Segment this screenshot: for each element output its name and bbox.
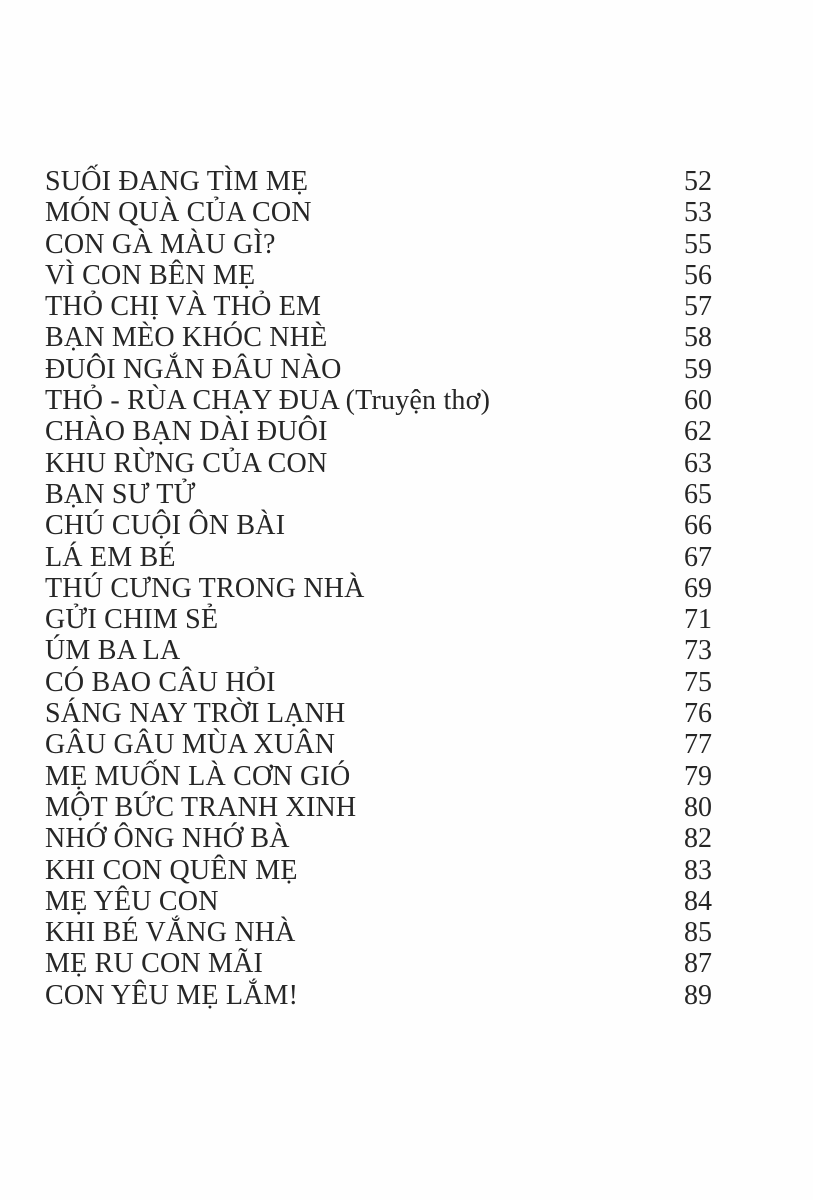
toc-entry-title: MÓN QUÀ CỦA CON	[45, 197, 312, 229]
toc-row	[45, 917, 712, 948]
toc-row	[45, 573, 712, 604]
toc-entry-page-number: 59	[684, 353, 712, 385]
toc-entry-page-number: 84	[684, 885, 712, 917]
toc-entry-title: MẸ RU CON MÃI	[45, 948, 264, 980]
toc-entry-title: VÌ CON BÊN MẸ	[45, 259, 256, 291]
toc-entry-page-number: 65	[684, 478, 712, 510]
toc-row	[45, 667, 712, 698]
toc-entry-page-number: 75	[684, 666, 712, 698]
toc-row	[45, 416, 712, 447]
toc-entry-page-number: 55	[684, 228, 712, 260]
toc-entry-page-number: 66	[684, 510, 712, 542]
toc-entry-title: CON GÀ MÀU GÌ?	[45, 228, 276, 260]
toc-entry-page-number: 71	[684, 604, 712, 636]
toc-row	[45, 510, 712, 541]
toc-row	[45, 291, 712, 322]
toc-entry-page-number: 57	[684, 291, 712, 323]
toc-entry-title: MẸ MUỐN LÀ CƠN GIÓ	[45, 760, 351, 792]
toc-row	[45, 948, 712, 979]
toc-entry-title: CHÀO BẠN DÀI ĐUÔI	[45, 416, 328, 448]
toc-entry-title: THỎ - RÙA CHẠY ĐUA (Truyện thơ)	[45, 385, 491, 417]
toc-row	[45, 980, 712, 1011]
toc-entry-page-number: 52	[684, 166, 712, 197]
toc-row	[45, 229, 712, 260]
toc-row	[45, 761, 712, 792]
toc-entry-title: CÓ BAO CÂU HỎI	[45, 666, 276, 698]
toc-row	[45, 823, 712, 854]
toc-row	[45, 729, 712, 760]
toc-row	[45, 479, 712, 510]
toc-entry-title: THÚ CƯNG TRONG NHÀ	[45, 572, 365, 604]
toc-entry-title: MẸ YÊU CON	[45, 885, 219, 917]
toc-entry-title: GỬI CHIM SẺ	[45, 604, 219, 636]
toc-entry-page-number: 85	[684, 917, 712, 949]
toc-row	[45, 322, 712, 353]
toc-entry-page-number: 62	[684, 416, 712, 448]
toc-entry-page-number: 80	[684, 791, 712, 823]
toc-row	[45, 166, 712, 197]
toc-row	[45, 354, 712, 385]
toc-entry-title: CON YÊU MẸ LẮM!	[45, 979, 299, 1011]
toc-row	[45, 448, 712, 479]
toc-entry-title: KHU RỪNG CỦA CON	[45, 447, 328, 479]
toc-entry-page-number: 69	[684, 572, 712, 604]
toc-row	[45, 792, 712, 823]
toc-entry-title: KHI BÉ VẮNG NHÀ	[45, 917, 296, 949]
toc-row	[45, 385, 712, 416]
toc-entry-title: NHỚ ÔNG NHỚ BÀ	[45, 823, 290, 855]
toc-row	[45, 260, 712, 291]
toc-row	[45, 604, 712, 635]
toc-entry-title: GÂU GÂU MÙA XUÂN	[45, 729, 336, 761]
toc-row	[45, 197, 712, 228]
toc-entry-page-number: 83	[684, 854, 712, 886]
toc-entry-title: ĐUÔI NGẮN ĐÂU NÀO	[45, 353, 342, 385]
toc-entry-page-number: 58	[684, 322, 712, 354]
toc-entry-page-number: 79	[684, 760, 712, 792]
toc-entry-page-number: 60	[684, 385, 712, 417]
toc-entry-page-number: 63	[684, 447, 712, 479]
toc-entry-page-number: 76	[684, 698, 712, 730]
toc-entry-page-number: 87	[684, 948, 712, 980]
toc-row	[45, 698, 712, 729]
toc-entry-page-number: 53	[684, 197, 712, 229]
toc-entry-title: SUỐI ĐANG TÌM MẸ	[45, 166, 309, 197]
toc-entry-title: CHÚ CUỘI ÔN BÀI	[45, 510, 286, 542]
toc-row	[45, 886, 712, 917]
toc-entry-title: BẠN MÈO KHÓC NHÈ	[45, 322, 328, 354]
toc-entry-page-number: 56	[684, 259, 712, 291]
toc-entry-page-number: 77	[684, 729, 712, 761]
toc-entry-title: KHI CON QUÊN MẸ	[45, 854, 298, 886]
table-of-contents	[45, 166, 712, 1011]
toc-row	[45, 855, 712, 886]
toc-entry-title: ÚM BA LA	[45, 635, 181, 667]
toc-entry-page-number: 89	[684, 979, 712, 1011]
toc-entry-page-number: 73	[684, 635, 712, 667]
toc-entry-title: BẠN SƯ TỬ	[45, 478, 196, 510]
toc-row	[45, 635, 712, 666]
toc-row	[45, 542, 712, 573]
toc-entry-title: LÁ EM BÉ	[45, 541, 176, 573]
toc-entry-page-number: 67	[684, 541, 712, 573]
toc-entry-page-number: 82	[684, 823, 712, 855]
toc-entry-title: SÁNG NAY TRỜI LẠNH	[45, 698, 346, 730]
toc-entry-title: MỘT BỨC TRANH XINH	[45, 791, 357, 823]
toc-entry-title: THỎ CHỊ VÀ THỎ EM	[45, 291, 322, 323]
